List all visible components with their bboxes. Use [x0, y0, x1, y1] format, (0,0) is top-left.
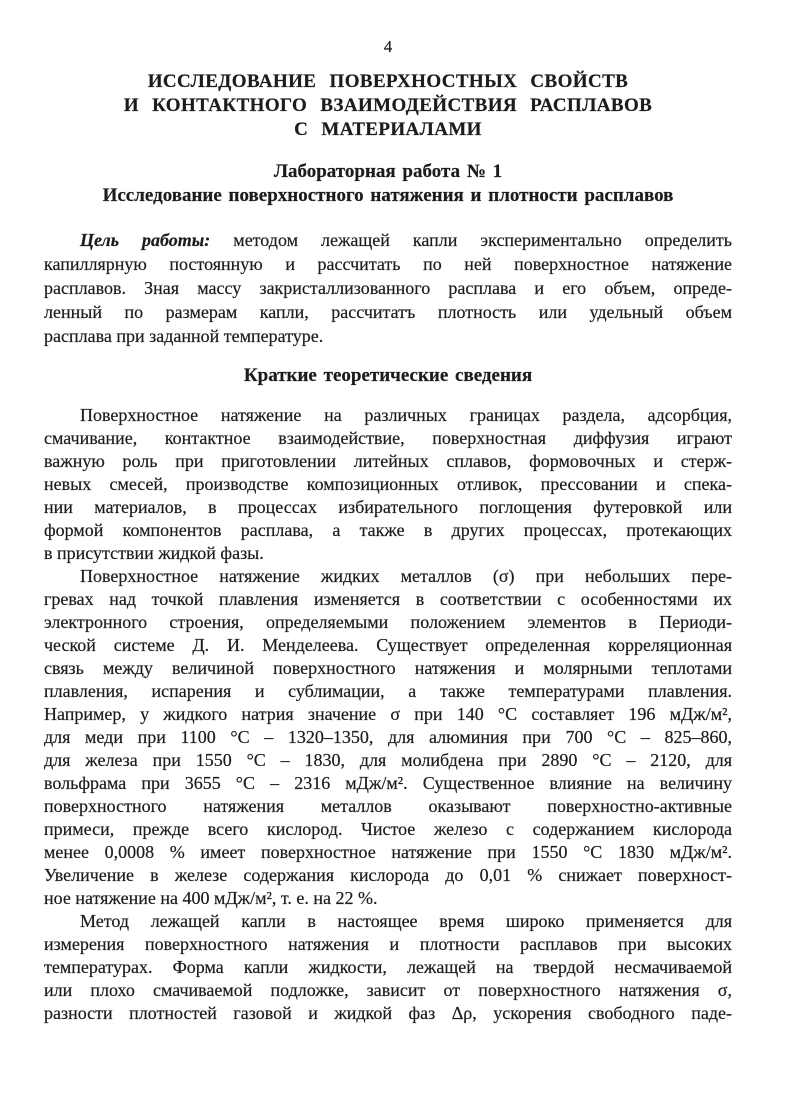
paragraph — [44, 404, 732, 565]
lab-work-number: Лабораторная работа № 1 — [273, 161, 503, 182]
text-line: разности плотностей газовой и жидкой фаз Δρ, ускорения свободного паде- — [44, 1003, 732, 1023]
text-line: менее 0,0008 % имеет поверхностное натяжение при 1550 °С 1830 мДж/м². — [44, 842, 732, 862]
section-heading: Краткие теоретические сведения — [243, 365, 533, 386]
text-line: гревах над точкой плавления изменяется в соответствии с особенностями их — [44, 589, 732, 609]
goal-paragraph — [44, 228, 732, 348]
text-line: плавления, испарения и сублимации, а также температурами плавления. — [44, 681, 732, 701]
text-line: Поверхностное натяжение жидких металлов (σ) при небольших пере- — [80, 566, 732, 586]
lab-work-heading — [44, 160, 732, 208]
text-line: температурах. Форма капли жидкости, лежащей на твердой несмачиваемой — [44, 957, 732, 977]
document-page — [0, 36, 800, 1116]
page-number: 4 — [383, 37, 393, 56]
text-line: вольфрама при 3655 °С – 2316 мДж/м². Существенное влияние на величину — [44, 773, 732, 793]
goal-first-line-text: методом лежащей капли экспериментально определить — [233, 230, 732, 250]
goal-paragraph-lines — [44, 252, 732, 348]
text-line: расплава при заданной температуре. — [44, 326, 324, 346]
chapter-title-line: ИССЛЕДОВАНИЕ ПОВЕРХНОСТНЫХ СВОЙСТВ — [147, 71, 629, 92]
paragraph — [44, 910, 732, 1025]
paragraph — [44, 565, 732, 910]
chapter-title-line: И КОНТАКТНОГО ВЗАИМОДЕЙСТВИЯ РАСПЛАВОВ — [123, 95, 653, 116]
text-line: примеси, прежде всего кислород. Чистое железо с содержанием кислорода — [44, 819, 732, 839]
text-line: связь между величиной поверхностного натяжения и молярными теплотами — [44, 658, 732, 678]
text-line: для железа при 1550 °С – 1830, для молибдена при 2890 °С – 2120, для — [44, 750, 732, 770]
text-line: ленный по размерам капли, рассчитатъ плотность или удельный объем — [44, 302, 732, 322]
text-line: в присутствии жидкой фазы. — [44, 543, 264, 563]
text-line — [44, 228, 732, 252]
lab-work-title: Исследование поверхностного натяжения и плотности расплавов — [102, 185, 674, 206]
text-line: ное натяжение на 400 мДж/м², т. е. на 22 %. — [44, 888, 378, 908]
text-line: нии материалов, в процессах избирательного поглощения футеровкой или — [44, 497, 732, 517]
chapter-title — [44, 70, 732, 142]
text-line: электронного строения, определяемыми положением элементов в Периоди- — [44, 612, 732, 632]
chapter-title-line: С МАТЕРИАЛАМИ — [294, 119, 482, 140]
text-line: Поверхностное натяжение на различных границах раздела, адсорбция, — [80, 405, 732, 425]
text-line: невых смесей, производстве композиционных отливок, прессовании и спека- — [44, 474, 732, 494]
text-line: Метод лежащей капли в настоящее время широко применяется для — [80, 911, 732, 931]
text-line: или плохо смачиваемой подложке, зависит от поверхностного натяжения σ, — [44, 980, 732, 1000]
text-line: измерения поверхностного натяжения и плотности расплавов при высоких — [44, 934, 732, 954]
text-line: Например, у жидкого натрия значение σ при 140 °С составляет 196 мДж/м², — [44, 704, 732, 724]
body-text — [44, 404, 732, 1025]
text-line: Увеличение в железе содержания кислорода до 0,01 % снижает поверхност- — [44, 865, 732, 885]
text-line: ческой системе Д. И. Менделеева. Существует определенная корреляционная — [44, 635, 732, 655]
text-line: формой компонентов расплава, а также в других процессах, протекающих — [44, 520, 732, 540]
text-line: поверхностного натяжения металлов оказывают поверхностно-активные — [44, 796, 732, 816]
goal-lead: Цель работы: — [80, 230, 211, 250]
text-line: капиллярную постоянную и рассчитать по ней поверхностное натяжение — [44, 254, 732, 274]
text-line: для меди при 1100 °С – 1320–1350, для алюминия при 700 °С – 825–860, — [44, 727, 732, 747]
text-line: важную роль при приготовлении литейных сплавов, формовочных и стерж- — [44, 451, 732, 471]
text-line: смачивание, контактное взаимодействие, поверхностная диффузия играют — [44, 428, 732, 448]
text-line: расплавов. Зная массу закристаллизованного расплава и его объем, опреде- — [44, 278, 732, 298]
